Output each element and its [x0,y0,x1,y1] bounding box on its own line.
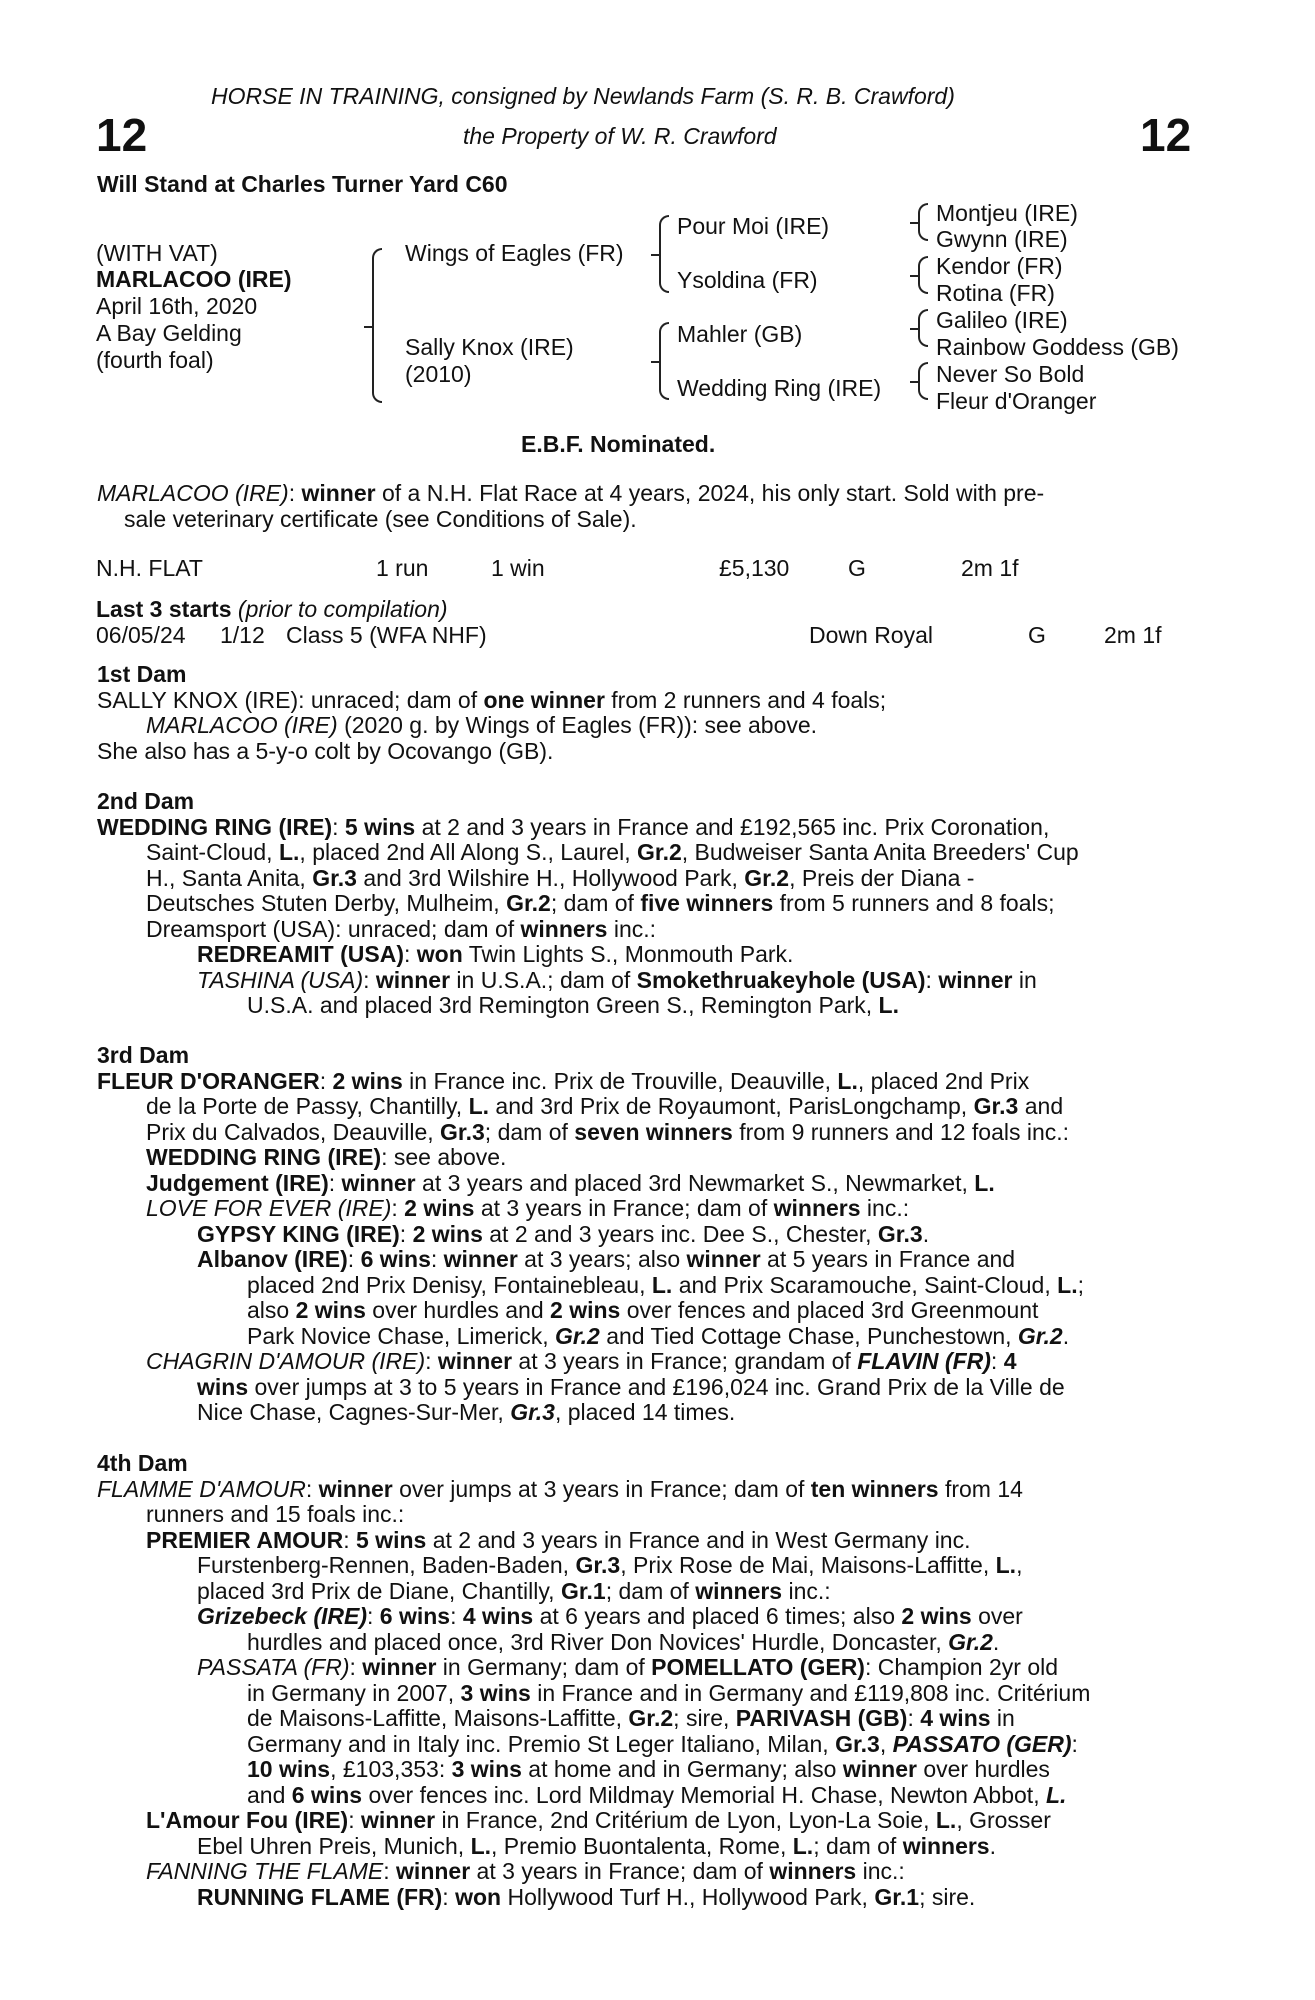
dam3-text-8f: at 3 years; also [517,1246,687,1272]
dam4-text-3d: at 2 and 3 years in France and in West Germany inc. [426,1526,971,1553]
dam3-text-1f: , placed 2nd Prix [857,1067,1030,1094]
second-dam-section [97,789,1197,1019]
dam2-text-4c: ; dam of [550,890,641,916]
dam4-grade-17e: Gr.1 [874,1883,920,1910]
dam4-winner-12e: winner [842,1756,917,1782]
dam2-text-7d: in U.S.A.; dam of [450,966,637,993]
dam4-winner-14c: winner [361,1807,436,1833]
dam4-text-2: runners and 15 foals inc.: [146,1501,405,1527]
foaling-date: April 16th, 2020 [96,293,258,319]
dam2-sep-6b: : [404,941,417,967]
dam3-grade-2d: Gr.3 [973,1093,1019,1119]
dam2-text-5c: inc.: [607,915,657,942]
dam4-grizebeck: Grizebeck (IRE) [197,1603,367,1629]
dam4-wins-6g: 2 wins [901,1603,972,1629]
dam4-wins-3c: 5 wins [356,1526,427,1553]
dam3-winner-12c: winner [437,1348,513,1374]
dam3-gypsy-king: GYPSY KING (IRE) [197,1220,400,1247]
dam2-text-2e: , Budweiser Santa Anita Breeders' Cup [681,839,1079,865]
dam3-text-4b: : see above. [381,1144,507,1170]
dam4-sep-6b: : [367,1603,380,1629]
dam3-sep-7b: : [399,1220,413,1247]
dam2-text-5a: Dreamsport (USA): unraced; dam of [146,915,521,942]
dam2-text-1: at 2 and 3 years in France and £192,565 inc. Prix Coronation, [415,813,1050,840]
record-type: N.H. FLAT [96,555,203,581]
dam4-running-flame: RUNNING FLAME (FR) [197,1883,443,1910]
dam2-text-2c: , placed 2nd All Along S., Laurel, [299,839,637,865]
pedigree-sire-dam: Ysoldina (FR) [677,267,818,293]
dam4-text-5e: inc.: [782,1577,831,1604]
dam4-grade-13d: L. [1045,1781,1067,1808]
last-start-date: 06/05/24 [96,622,186,648]
fourth-dam-section [97,1451,1197,1910]
dam4-text-14f: , Grosser [956,1807,1051,1833]
dam3-text-9c: and Prix Scaramouche, Saint-Cloud, [672,1271,1058,1298]
dam3-grade-5e: L. [974,1169,995,1196]
summary-sep: : [288,480,302,506]
dam4-text-1f: from 14 [938,1475,1023,1502]
dam2-text-3e: , Preis der Diana - [789,864,975,891]
dam3-grade-11b: Gr.2 [555,1322,600,1349]
dam3-grade-2b: L. [468,1093,490,1119]
dam4-text-15a: Ebel Uhren Preis, Munich, [197,1832,471,1859]
last-start-course: Down Royal [809,622,933,648]
dam4-wins-12a: 10 wins [247,1756,331,1782]
dam3-text-9a: placed 2nd Prix Denisy, Fontainebleau, [247,1271,652,1298]
dam4-text-11c: , [879,1730,893,1757]
dam2-text-2a: Saint-Cloud, [146,839,279,865]
dam3-grade-3b: Gr.3 [440,1118,485,1145]
dam3-text-14a: Nice Chase, Cagnes-Sur-Mer, [197,1399,511,1425]
record-going: G [848,555,866,581]
dam3-winner-5c: winner [341,1169,416,1196]
first-dam-foal: MARLACOO (IRE) [146,712,338,738]
dam2-text-8a: U.S.A. and placed 3rd Remington Green S., Remington Park, [247,992,879,1018]
dam3-name: FLEUR D'ORANGER [97,1067,320,1094]
dam3-wins-7c: 2 wins [412,1220,483,1247]
dam2-name: WEDDING RING (IRE) [97,813,333,840]
dam3-winner-8e: winner [443,1246,518,1272]
pedigree-ssd: Gwynn (IRE) [936,226,1068,252]
dam3-text-1d: in France inc. Prix de Trouville, Deauville, [402,1067,838,1094]
dam4-winners-5d: winners [695,1577,783,1604]
dam3-sep-6b: : [391,1195,405,1221]
last-start-class: Class 5 (WFA NHF) [286,622,487,648]
dam4-text-16d: at 3 years in France; dam of [470,1858,770,1884]
dam4-sep-3b: : [343,1526,356,1553]
dam3-wins-10b: 2 wins [295,1297,366,1323]
dam4-winners-16e: winners [769,1858,857,1884]
pedigree-brace-dam [659,322,671,400]
dam4-winners-15f: winners [902,1832,990,1859]
dam4-grade-5b: Gr.1 [560,1577,606,1604]
dam4-sep: : [305,1475,319,1502]
dam3-flavin: FLAVIN (FR) [857,1348,991,1374]
dam2-sep-7b: : [363,966,376,993]
dam3-sep-12b: : [425,1348,438,1374]
dam4-fanning-the-flame: FANNING THE FLAME [146,1858,384,1884]
dam2-text-3c: and 3rd Wilshire H., Hollywood Park, [356,864,745,891]
consignor-line: HORSE IN TRAINING, consigned by Newlands Farm (S. R. B. Crawford) [211,83,955,109]
dam4-text-1d: over jumps at 3 years in France; dam of [392,1475,811,1502]
dam3-judgement: Judgement (IRE) [146,1169,329,1196]
dam3-wins-8c: 6 wins [360,1246,431,1272]
dam2-text-4a: Deutsches Stuten Derby, Mulheim, [146,890,507,916]
dam3-text-3a: Prix du Calvados, Deauville, [146,1118,441,1145]
dam4-winner-8c: winner [362,1654,437,1680]
dam3-text-12d: at 3 years in France; grandam of [512,1348,858,1374]
dam2-grade-3b: Gr.3 [312,864,357,891]
pedigree-brace-ss [918,203,928,241]
dam2-smoke: Smokethruakeyhole (USA) [636,966,926,993]
dam3-wedding-ring: WEDDING RING (IRE) [146,1144,382,1170]
dam4-text-10g: in [990,1705,1015,1731]
dam3-sep-12f: : [990,1348,1004,1374]
pedigree-brace-ds [918,309,928,347]
dam4-text-4c: , Prix Rose de Mai, Maisons-Laffitte, [620,1552,996,1578]
dam4-premier-amour: PREMIER AMOUR [146,1526,344,1553]
first-dam-text: SALLY KNOX (IRE): unraced; dam of [97,686,484,713]
dam4-text-10a: de Maisons-Laffitte, Maisons-Laffitte, [247,1705,629,1731]
dam4-text-13c: over fences inc. Lord Mildmay Memorial H. Chase, Newton Abbot, [362,1781,1046,1808]
dam2-grade-2d: Gr.2 [637,839,682,865]
pedigree-sire-sire: Pour Moi (IRE) [677,213,830,239]
dam2-redreamit: REDREAMIT (USA) [197,941,404,967]
dam3-text-14c: , placed 14 times. [554,1399,736,1425]
dam3-winners-3d: seven winners [574,1118,733,1145]
dam3-text-11e: . [1062,1322,1070,1349]
dam2-text-4e: from 5 runners and 8 foals; [773,890,1055,916]
pedigree-brace-sd [918,256,928,294]
dam3-grade-9d: L. [1057,1271,1078,1298]
dam3-text-6f: inc.: [860,1195,910,1221]
dam4-text-12b: , £103,353: [330,1756,452,1782]
dam3-text-10e: over fences and placed 3rd Greenmount [620,1297,1039,1323]
record-runs: 1 run [376,555,429,581]
dam4-sep-14b: : [348,1807,361,1833]
first-dam-section [97,662,1197,764]
pedigree-dam-dam: Wedding Ring (IRE) [677,375,882,401]
dam3-text-11c: and Tied Cottage Chase, Punchestown, [599,1322,1018,1349]
first-dam-note: She also has a 5-y-o colt by Ocovango (GB). [97,737,554,764]
dam4-text-17d: Hollywood Turf H., Hollywood Park, [501,1883,875,1910]
dam4-grade-15b: L. [470,1832,492,1859]
dam3-grade-7e: Gr.3 [877,1220,923,1247]
summary-horse: MARLACOO (IRE) [97,480,289,506]
horse-description: A Bay Gelding [96,320,242,346]
dam3-text-3c: ; dam of [484,1118,575,1145]
dam4-text-9c: in France and in Germany and £119,808 inc. Critérium [530,1679,1091,1706]
pedigree-dam-year: (2010) [405,361,472,387]
dam4-wins-10f: 4 wins [920,1705,991,1731]
last-starts-heading [96,597,448,623]
dam4-grade-4b: Gr.3 [575,1552,621,1578]
dam4-pomellato: POMELLATO (GER) [651,1654,865,1680]
dam4-wins-6c: 6 wins [379,1603,451,1629]
last-starts-note: (prior to compilation) [231,596,448,622]
dam3-wins-12g: 4 [1003,1348,1017,1374]
dam3-wins-13a: wins [197,1373,249,1400]
fourth-dam-title: 4th Dam [97,1450,188,1476]
dam4-grade-14e: L. [935,1807,957,1833]
dam4-lamour-fou: L'Amour Fou (IRE) [146,1807,349,1833]
dam2-won-6c: won [416,941,463,967]
summary-winner: winner [301,480,376,506]
summary [97,481,1197,532]
dam3-text-7f: . [922,1220,930,1247]
first-dam-foal-text: (2020 g. by Wings of Eagles (FR)): see above. [337,712,818,738]
pedigree-dds: Never So Bold [936,361,1085,387]
dam4-text-8f: : Champion 2yr old [864,1654,1059,1680]
property-line: the Property of W. R. Crawford [463,123,777,149]
record-wins: 1 win [491,555,545,581]
dam4-text-7a: hurdles and placed once, 3rd River Don Novices' Hurdle, Doncaster, [247,1628,949,1655]
dam2-winner-7g: winner [938,966,1013,993]
dam4-sep-10e: : [907,1705,921,1731]
dam3-text-2c: and 3rd Prix de Royaumont, ParisLongchamp, [489,1093,974,1119]
dam4-text-16f: inc.: [856,1858,905,1884]
dam4-text-10c: ; sire, [673,1705,736,1731]
dam3-text-11a: Park Novice Chase, Limerick, [247,1322,556,1349]
pedigree-sdd: Rotina (FR) [936,280,1055,306]
dam4-text-15g: . [989,1832,996,1859]
dam3-sep-8b: : [347,1246,361,1272]
dam2-grade-4b: Gr.2 [506,890,551,916]
dam2-text-3a: H., Santa Anita, [146,864,313,891]
dam4-ten-winners: ten winners [810,1475,939,1502]
dam4-text-12f: over hurdles [916,1756,1050,1782]
dam2-sep: : [332,813,345,840]
lot-number-right: 12 [1140,109,1192,161]
dam4-wins-9b: 3 wins [460,1679,531,1706]
dam4-text-15c: , Premio Buontalenta, Rome, [491,1832,793,1859]
dam4-text-9a: in Germany in 2007, [247,1679,461,1706]
pedigree-sire: Wings of Eagles (FR) [405,240,624,266]
dam2-tashina: TASHINA (USA) [197,966,364,993]
pedigree-dam-sire: Mahler (GB) [677,321,803,347]
pedigree-sss: Montjeu (IRE) [936,200,1078,226]
dam4-text-5a: placed 3rd Prix de Diane, Chantilly, [197,1577,561,1604]
dam3-wins-10d: 2 wins [550,1297,621,1323]
dam3-albanov: Albanov (IRE) [197,1246,348,1272]
dam3-text-2e: and [1018,1093,1064,1119]
dam4-text-11e: : [1071,1730,1078,1757]
dam4-parivash: PARIVASH (GB) [735,1705,908,1731]
dam4-text-12d: at home and in Germany; also [521,1756,843,1782]
dam3-text-7d: at 2 and 3 years inc. Dee S., Chester, [482,1220,878,1247]
dam4-passato: PASSATO (GER) [892,1730,1072,1757]
dam2-winners-5b: winners [520,915,608,942]
dam4-text-6h: over [971,1603,1023,1629]
dam4-grade-15d: L. [792,1832,814,1859]
dam4-text-17f: ; sire. [919,1883,976,1910]
ebf-nominated: E.B.F. Nominated. [521,431,716,457]
dam4-sep-6d: : [450,1603,463,1629]
dam3-grade-1e: L. [837,1067,858,1094]
dam4-name: FLAMME D'AMOUR [97,1475,306,1502]
horse-name: MARLACOO (IRE) [96,266,292,292]
dam4-text-6f: at 6 years and placed 6 times; also [533,1603,902,1629]
dam2-text-7h: in [1012,966,1037,993]
dam4-text-8d: in Germany; dam of [436,1654,652,1680]
last-start-going: G [1028,622,1046,648]
dam4-grade-11b: Gr.3 [835,1730,880,1757]
dam3-love-for-ever: LOVE FOR EVER (IRE) [146,1195,392,1221]
stand-location: Will Stand at Charles Turner Yard C60 [97,171,508,197]
dam3-sep-5b: : [328,1169,342,1196]
dam2-winners-4d: five winners [640,890,774,916]
dam3-text-3e: from 9 runners and 12 foals inc.: [732,1118,1070,1145]
summary-text-2: sale veterinary certificate (see Conditions of Sale). [124,505,637,532]
pedigree-dss: Galileo (IRE) [936,307,1068,333]
dam3-grade-14b: Gr.3 [510,1399,555,1425]
dam3-text-10a: also [247,1297,296,1323]
dam4-grade-7b: Gr.2 [948,1628,993,1655]
summary-text: of a N.H. Flat Race at 4 years, 2024, his only start. Sold with pre- [375,480,1045,506]
dam4-sep-8b: : [349,1654,363,1680]
dam3-text-6d: at 3 years in France; dam of [474,1195,774,1221]
dam4-wins-6e: 4 wins [462,1603,534,1629]
pedigree-sds: Kendor (FR) [936,253,1063,279]
dam4-grade-10b: Gr.2 [628,1705,674,1731]
dam2-text-6d: Twin Lights S., Monmouth Park. [462,941,794,967]
dam3-chagrin: CHAGRIN D'AMOUR (IRE) [146,1348,426,1374]
dam3-text-2a: de la Porte de Passy, Chantilly, [146,1093,469,1119]
dam4-sep-16b: : [383,1858,397,1884]
dam4-grade-4d: L. [995,1552,1017,1578]
dam4-winner-16c: winner [396,1858,471,1884]
second-dam-title: 2nd Dam [97,788,195,814]
dam3-text-5d: at 3 years and placed 3rd Newmarket S., Newmarket, [415,1169,975,1196]
dam4-text-4e: , [1016,1552,1023,1578]
dam2-grade-8b: L. [878,992,899,1018]
dam2-sep-7f: : [925,966,939,993]
dam3-sep: : [319,1067,333,1094]
dam4-text-15e: ; dam of [813,1832,903,1859]
dam4-text-7c: . [992,1628,1000,1655]
record-money: £5,130 [719,555,790,581]
lot-number-left: 12 [96,109,148,161]
foal-number: (fourth foal) [96,347,214,373]
pedigree-brace-sire [659,215,671,293]
dam3-winner-8g: winner [686,1246,761,1272]
dam3-text-13b: over jumps at 3 to 5 years in France and £196,024 inc. Grand Prix de la Ville de [248,1373,1065,1400]
pedigree-dsd: Rainbow Goddess (GB) [936,334,1179,360]
dam4-text-4a: Furstenberg-Rennen, Baden-Baden, [197,1552,576,1578]
pedigree-brace-dd [918,362,928,400]
dam3-winners-6e: winners [773,1195,861,1221]
dam4-wins-13b: 6 wins [291,1781,363,1808]
dam4-text-14d: in France, 2nd Critérium de Lyon, Lyon-La Soie, [435,1807,936,1833]
vat-label: (WITH VAT) [96,240,218,266]
dam4-passata: PASSATA (FR) [197,1654,350,1680]
dam4-sep-17b: : [442,1883,456,1910]
dam3-text-9e: ; [1077,1271,1084,1298]
dam3-grade-9b: L. [651,1271,673,1298]
third-dam-title: 3rd Dam [97,1042,190,1068]
last-start-distance: 2m 1f [1104,622,1162,648]
dam3-wins: 2 wins [332,1067,403,1094]
pedigree-dam: Sally Knox (IRE) [405,334,574,360]
last-start-position: 1/12 [220,622,265,648]
dam4-text-11a: Germany and in Italy inc. Premio St Leger Italiano, Milan, [247,1730,836,1757]
dam2-wins: 5 wins [344,813,416,840]
first-dam-text-2: from 2 runners and 4 foals; [604,686,887,713]
record-distance: 2m 1f [961,555,1019,581]
dam4-won-17c: won [455,1883,502,1910]
first-dam-winners: one winner [483,686,605,713]
dam3-text-10c: over hurdles and [365,1297,551,1323]
dam4-text-13a: and [247,1781,292,1808]
pedigree-ddd: Fleur d'Oranger [936,388,1097,414]
dam2-grade-3d: Gr.2 [744,864,790,891]
last-starts-title: Last 3 starts [96,596,232,622]
dam2-winner-7c: winner [375,966,451,993]
first-dam-title: 1st Dam [97,661,187,687]
dam2-grade-2b: L. [278,839,300,865]
third-dam-section [97,1043,1197,1426]
dam4-winner: winner [318,1475,393,1502]
dam3-wins-6c: 2 wins [404,1195,475,1221]
dam4-text-5c: ; dam of [605,1577,696,1604]
dam3-grade-11d: Gr.2 [1017,1322,1063,1349]
dam3-text-8h: at 5 years in France and [760,1246,1016,1272]
dam3-sep-8d: : [430,1246,444,1272]
dam4-wins-12c: 3 wins [451,1756,522,1782]
pedigree-brace-main [372,248,384,403]
